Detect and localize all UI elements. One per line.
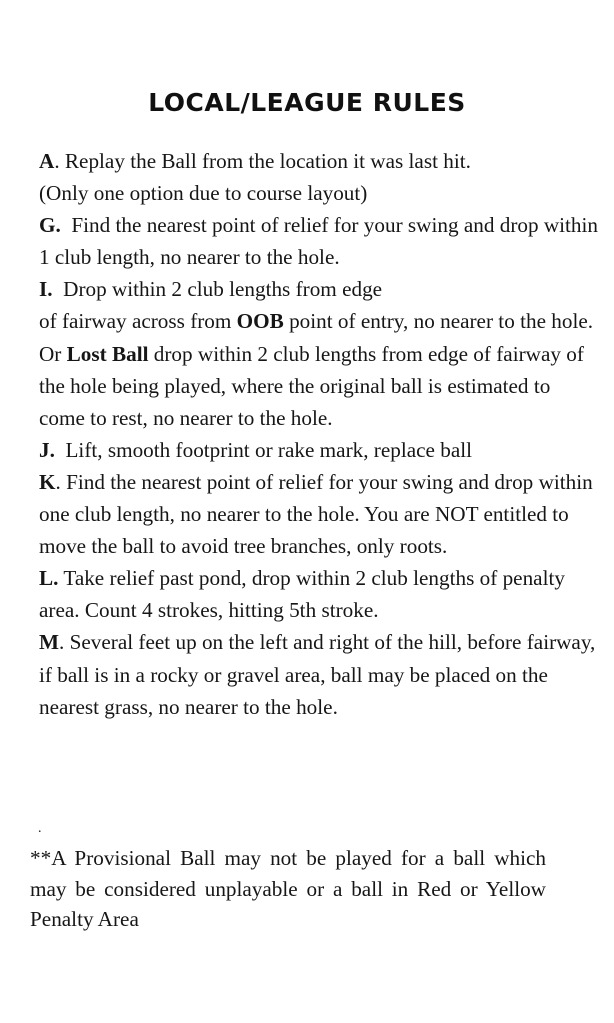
- provisional-ball-note: **A Provisional Ball may not be played for a ball which may be considered unplayable or a ball in Red or Yellow Penalty Area: [30, 846, 546, 931]
- rule-text: point of entry, no nearer to the hole. Or: [39, 309, 594, 366]
- rule-text: Lift, smooth footprint or rake mark, replace ball: [54, 437, 473, 462]
- rule-text: Take relief past pond, drop within 2 club lengths of penalty area. Count 4 strokes, hitting 5th stroke.: [39, 566, 565, 623]
- rule-text: . Replay the Ball from the location it was last hit.: [54, 149, 471, 173]
- rule-letter: L.: [39, 566, 59, 591]
- rules-list: [39, 145, 599, 723]
- rule-item: [39, 434, 599, 466]
- separator-dot: .: [38, 821, 42, 836]
- rule-item: [39, 209, 599, 273]
- rule-text: . Find the nearest point of relief for your swing and drop within one club length, no nearer to the hole. You are NOT entitled to move the ball to avoid tree branches, only roots.: [39, 469, 593, 559]
- rule-item: [39, 626, 599, 722]
- rule-item: [39, 562, 599, 626]
- rule-text: of fairway across from: [39, 309, 237, 334]
- rule-letter: G.: [39, 213, 61, 238]
- rule-item: [39, 145, 599, 209]
- rule-item: [39, 466, 599, 562]
- rule-text: . Several feet up on the left and right of the hill, before fairway, if ball is in a rocky or gravel area, ball may be placed on the nearest grass, no nearer to the hole.: [39, 630, 596, 719]
- rule-letter: I.: [39, 277, 53, 302]
- rule-emphasis: Lost Ball: [66, 341, 149, 366]
- rule-text: Drop within 2 club lengths from edge: [52, 277, 383, 302]
- rule-text: drop within 2 club lengths from edge of fairway of the hole being played, where the original ball is estimated to come to rest, no nearer to the hole.: [39, 341, 584, 430]
- rule-letter: A: [39, 149, 55, 173]
- rule-item: [39, 273, 599, 433]
- rule-letter: K: [39, 469, 56, 494]
- page-title: LOCAL/LEAGUE RULES: [148, 88, 466, 117]
- rule-letter: J.: [39, 437, 55, 462]
- rule-letter: M: [39, 630, 59, 655]
- rule-emphasis: OOB: [236, 309, 284, 334]
- rule-text: (Only one option due to course layout): [39, 181, 368, 206]
- rule-text: Find the nearest point of relief for your swing and drop within 1 club length, no nearer to the hole.: [39, 213, 599, 270]
